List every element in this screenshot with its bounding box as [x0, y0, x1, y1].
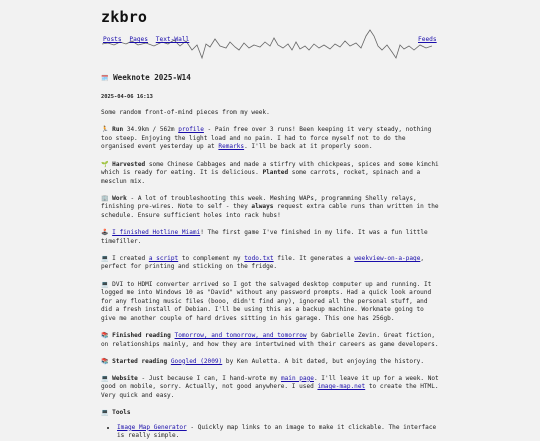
- website-text-3: to create the HTML. Very quick and easy.: [101, 383, 439, 399]
- started-reading-paragraph: [101, 358, 441, 367]
- profile-link[interactable]: profile: [178, 126, 204, 134]
- hotline-miami-link[interactable]: I finished Hotline Miami: [112, 229, 201, 237]
- started-reading-label: Started reading: [112, 357, 168, 365]
- website-label: Website: [112, 374, 138, 382]
- harvest-label: Harvested: [112, 160, 146, 168]
- website-text-2: . I'll leave it up for a week. Not good on mobile, sorry. Actually, not good anywhere. I used: [101, 374, 439, 391]
- dvi-text: DVI to HDMI converter arrived so I got the salvaged desktop computer up and running. It logged me into Windows 10 as "David" without any password prompts. Had a quick look around for any floating music files (booo, didn't find any), ignored all the personal stuff, and did a fresh install of Debian. I'll be using this as a backup machine. Workmate going to give me another couple of hard drives sitting in his garage. This one has 256gb.: [101, 280, 432, 322]
- post-date: 2025-04-06 16:13: [101, 93, 153, 100]
- image-map-link[interactable]: image-map.net: [317, 383, 366, 391]
- list-item: [117, 424, 441, 441]
- laptop-icon: 💻: [101, 254, 109, 262]
- run-text-2: - Pain free over 3 runs! Been keeping it very steady, nothing too steep. Enjoying the light load and no pain. I had to force myself not to do the organised event yesterday up at: [101, 126, 432, 151]
- work-text: - A lot of troubleshooting this week. Meshing WAPs, programming Shelly relays, finishing pre-wires. Note to self - they: [101, 194, 417, 211]
- dvi-paragraph: [101, 281, 441, 324]
- run-label: Run: [112, 126, 124, 134]
- tools-list: [101, 424, 441, 441]
- nav-pages[interactable]: Pages: [129, 36, 149, 43]
- calendar-icon: 🗓️: [101, 75, 109, 82]
- joystick-icon: 🕹️: [101, 229, 109, 237]
- work-text-2: request extra cable runs than written in the schedule. Ensure sufficient holes into rack hubs!: [101, 203, 439, 220]
- tools-heading: [101, 409, 441, 418]
- nav-feeds[interactable]: Feeds: [418, 36, 437, 43]
- game-paragraph: [101, 229, 441, 246]
- site-title[interactable]: zkbro: [101, 8, 148, 26]
- nav-posts[interactable]: Posts: [103, 36, 122, 43]
- work-paragraph: [101, 195, 441, 221]
- nav-text-wall[interactable]: Text-Wall: [155, 36, 190, 43]
- harvest-paragraph: [101, 161, 441, 187]
- script-text-2: to complement my: [178, 254, 245, 262]
- remarks-link[interactable]: Remarks: [218, 143, 245, 151]
- todo-link[interactable]: todo.txt: [244, 254, 274, 262]
- tomorrow-book-link[interactable]: Tomorrow, and tomorrow, and tomorrow: [174, 331, 307, 339]
- laptop-icon: 💻: [101, 374, 109, 382]
- script-text-4: , perfect for printing and sticking on the fridge.: [101, 254, 425, 271]
- googled-book-link[interactable]: Googled (2009): [170, 357, 223, 365]
- work-label: Work: [112, 194, 127, 202]
- game-text: ! The first game I've finished in my life. It was a fun little timefiller.: [101, 229, 428, 245]
- runner-icon: 🏃: [101, 126, 109, 134]
- run-text: 34.9km / 562m: [123, 126, 179, 134]
- finished-reading-label: Finished reading: [112, 331, 171, 339]
- finished-reading-text: by Gabrielle Zevin. Great fiction, on relationships mainly, and how they are intertwined with their careers as game developers.: [101, 331, 439, 348]
- post-title-text: Weeknote 2025-W14: [113, 73, 191, 82]
- seedling-icon: 🌱: [101, 160, 109, 168]
- tool-description: - Quickly map links to an image to make it clickable. The interface is really simple.: [117, 423, 437, 440]
- planted-label: Planted: [262, 169, 289, 177]
- run-paragraph: [101, 126, 441, 152]
- skyline-decoration: [102, 28, 432, 62]
- post-title: [101, 74, 441, 84]
- laptop-icon: 💻: [101, 409, 109, 417]
- script-text: I created: [108, 254, 149, 262]
- intro-paragraph: Some random front-of-mind pieces from my week.: [101, 109, 270, 117]
- books-icon: 📚: [101, 357, 109, 365]
- office-icon: 🏢: [101, 194, 109, 202]
- finished-reading-paragraph: [101, 332, 441, 349]
- script-paragraph: [101, 255, 441, 272]
- image-map-generator-link[interactable]: Image Map Generator: [117, 423, 187, 431]
- main-page-link[interactable]: main page: [280, 374, 314, 382]
- harvest-text-2: some carrots, rocket, spinach and a mesclun mix.: [101, 169, 421, 185]
- tools-label: Tools: [112, 409, 131, 417]
- always-emphasis: always: [251, 203, 274, 211]
- website-text: - Just because I can, I hand-wrote my: [137, 374, 281, 382]
- main-nav: [103, 36, 193, 43]
- harvest-text: some Chinese Cabbages and made a stirfry with chickpeas, spices and some kimchi which is ready for eating. It is delicious.: [101, 160, 439, 177]
- books-icon: 📚: [101, 331, 109, 339]
- laptop-icon: 💻: [101, 280, 109, 288]
- run-text-3: . I'll be back at it properly soon.: [244, 143, 373, 151]
- script-text-3: file. It generates a: [273, 254, 355, 262]
- started-reading-text: by Ken Auletta. A bit dated, but enjoying the history.: [222, 357, 425, 365]
- weekview-link[interactable]: weekview-on-a-page: [354, 254, 421, 262]
- website-paragraph: [101, 375, 441, 401]
- script-link[interactable]: a script: [148, 254, 179, 262]
- post-article: [101, 74, 441, 441]
